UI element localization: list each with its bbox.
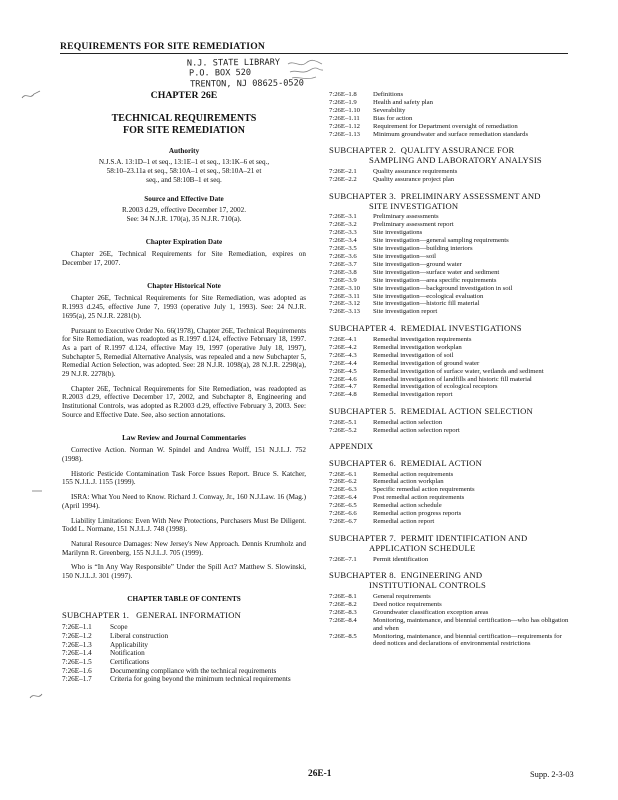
toc-entry bbox=[329, 221, 571, 229]
section-title: Monitoring, maintenance, and biennial certification—requirements for deed notices and declarations of environmental restrictions bbox=[373, 632, 562, 648]
subchapter-title: GENERAL INFORMATION bbox=[136, 610, 242, 621]
source-line: R.2003 d.29, effective December 17, 2002. bbox=[121, 206, 247, 215]
expiration-text: Chapter 26E, Technical Requirements for Site Remediation, expires on December 17, 2007. bbox=[62, 250, 306, 268]
toc-entry bbox=[329, 383, 571, 391]
section-title: Site investigations bbox=[373, 229, 423, 237]
toc-entry bbox=[329, 336, 571, 344]
toc-entry bbox=[329, 269, 571, 277]
toc-entry bbox=[329, 107, 571, 115]
authority-line: 58:10–23.11a et seq., 58:10A–1 et seq., 58:10A–21 et bbox=[106, 167, 262, 176]
section-title: Site investigation—surface water and sediment bbox=[373, 268, 500, 276]
toc-list bbox=[329, 471, 571, 526]
section-number: 7:26E–1.12 bbox=[329, 122, 361, 130]
section-title: Quality assurance requirements bbox=[373, 168, 458, 176]
subchapter-heading bbox=[329, 192, 571, 212]
section-number: 7:26E–6.3 bbox=[329, 486, 357, 494]
section-title: Monitoring, maintenance, and biennial certification—who has obligation and when bbox=[373, 616, 569, 632]
toc-title: CHAPTER TABLE OF CONTENTS bbox=[127, 594, 241, 603]
subchapter-label: SUBCHAPTER 1. bbox=[62, 610, 130, 621]
subchapter-label: SUBCHAPTER 2. bbox=[329, 145, 397, 156]
section-title: Remedial action progress reports bbox=[373, 510, 462, 518]
subchapter-heading bbox=[329, 407, 571, 417]
chapter-number: CHAPTER 26E bbox=[150, 90, 218, 101]
section-number: 7:26E–1.8 bbox=[329, 91, 357, 98]
chapter-title-line: FOR SITE REMEDIATION bbox=[122, 124, 246, 136]
section-title: Remedial action selection bbox=[373, 419, 443, 427]
section-number: 7:26E–3.11 bbox=[329, 292, 360, 300]
margin-mark-icon bbox=[28, 690, 44, 702]
toc-entry bbox=[329, 237, 571, 245]
authority-heading: Authority bbox=[168, 146, 200, 155]
section-number: 7:26E–1.9 bbox=[329, 98, 357, 106]
section-title: Deed notice requirements bbox=[373, 600, 442, 608]
section-title: Preliminary assessment report bbox=[373, 221, 454, 229]
section-title: Site investigation—ecological evaluation bbox=[373, 292, 484, 300]
expiration-heading: Chapter Expiration Date bbox=[145, 237, 223, 246]
subchapter-label: SUBCHAPTER 4. bbox=[329, 323, 397, 334]
toc-list bbox=[329, 91, 571, 138]
chapter-title-line: TECHNICAL REQUIREMENTS bbox=[111, 112, 257, 124]
section-number: 7:26E–1.13 bbox=[329, 130, 361, 138]
section-title: Site investigation—ground water bbox=[373, 260, 462, 268]
subchapter-title: PRELIMINARY ASSESSMENT AND bbox=[400, 190, 541, 201]
toc-entry bbox=[329, 229, 571, 237]
toc-entry bbox=[329, 300, 571, 308]
margin-mark-icon bbox=[30, 486, 44, 496]
supplement-date: Supp. 2-3-03 bbox=[530, 770, 574, 779]
toc-entry bbox=[62, 658, 306, 667]
toc-entry bbox=[329, 601, 571, 609]
toc-entry bbox=[329, 391, 571, 399]
toc-entry bbox=[329, 376, 571, 384]
section-title: Remedial investigation of surface water, wetlands and sediment bbox=[373, 367, 544, 375]
toc-entry bbox=[329, 486, 571, 494]
section-number: 7:26E–4.4 bbox=[329, 359, 357, 367]
toc-entry bbox=[329, 352, 571, 360]
subchapter-heading bbox=[62, 611, 306, 621]
toc-entry bbox=[329, 277, 571, 285]
toc-entry bbox=[329, 368, 571, 376]
section-title: Site investigation—historic fill material bbox=[373, 300, 480, 308]
header-rule bbox=[60, 53, 568, 54]
section-title: Remedial investigation of ecological receptors bbox=[373, 383, 498, 391]
section-title: Site investigation—soil bbox=[373, 252, 436, 260]
toc-entry bbox=[329, 293, 571, 301]
section-number: 7:26E–6.5 bbox=[329, 502, 357, 510]
source-heading: Source and Effective Date bbox=[144, 194, 224, 203]
toc-entry bbox=[62, 641, 306, 650]
section-number: 7:26E–5.2 bbox=[329, 426, 357, 434]
subchapter-label: SUBCHAPTER 3. bbox=[329, 190, 397, 201]
section-number: 7:26E–4.7 bbox=[329, 383, 357, 391]
subchapter-title: REMEDIAL ACTION SELECTION bbox=[400, 406, 533, 417]
toc-entry bbox=[329, 478, 571, 486]
section-number: 7:26E–4.3 bbox=[329, 351, 357, 359]
scribble-mark-icon bbox=[286, 58, 326, 86]
toc-entry bbox=[329, 609, 571, 617]
section-number: 7:26E–3.2 bbox=[329, 221, 357, 229]
chapter-title bbox=[62, 113, 306, 137]
section-number: 7:26E–6.1 bbox=[329, 470, 357, 478]
subchapter-group bbox=[329, 459, 571, 649]
section-title: Remedial action report bbox=[373, 518, 435, 526]
source-text bbox=[62, 206, 306, 223]
section-title: Notification bbox=[110, 649, 145, 658]
subchapter-heading bbox=[329, 146, 571, 166]
toc-entry bbox=[329, 253, 571, 261]
section-title: Specific remedial action requirements bbox=[373, 486, 475, 494]
toc-entry bbox=[329, 285, 571, 293]
section-title: Criteria for going beyond the minimum technical requirements bbox=[110, 675, 291, 684]
section-title: Site investigation—building interiors bbox=[373, 245, 473, 253]
toc-list bbox=[329, 213, 571, 316]
section-title: Scope bbox=[110, 623, 128, 632]
section-title: Remedial investigation report bbox=[373, 391, 453, 399]
section-title: Remedial investigation of soil bbox=[373, 351, 454, 359]
toc-entry bbox=[329, 344, 571, 352]
section-title: Minimum groundwater and surface remediation standards bbox=[373, 130, 529, 138]
subchapter-label: SUBCHAPTER 8. bbox=[329, 570, 397, 581]
section-number: 7:26E–8.3 bbox=[329, 608, 357, 616]
section-title: Remedial action selection report bbox=[373, 426, 460, 434]
commentary-entry: ISRA: What You Need to Know. Richard J. Conway, Jr., 160 N.J.Law. 16 (Mag.) (April 1994). bbox=[62, 493, 306, 510]
section-title: Remedial investigation requirements bbox=[373, 336, 472, 344]
toc-entry bbox=[329, 494, 571, 502]
section-title: Groundwater classification exception areas bbox=[373, 608, 489, 616]
toc-entry bbox=[329, 213, 571, 221]
section-number: 7:26E–2.1 bbox=[329, 168, 357, 176]
right-column bbox=[329, 89, 571, 648]
section-title: Severability bbox=[373, 106, 406, 114]
toc-list bbox=[329, 419, 571, 435]
section-number: 7:26E–1.5 bbox=[62, 658, 92, 667]
section-title: Remedial action schedule bbox=[373, 502, 442, 510]
section-title: Site investigation report bbox=[373, 308, 438, 316]
section-number: 7:26E–5.1 bbox=[329, 419, 357, 427]
section-number: 7:26E–3.9 bbox=[329, 276, 357, 284]
toc-entry bbox=[329, 427, 571, 435]
history-paragraph: Chapter 26E, Technical Requirements for Site Remediation, was adopted as R.1993 d.245, effective June 7, 1993 (operative July 1, 1993). See: 24 N.J.R. 1695(a), 25 N.J.R. 2281(b). bbox=[62, 294, 306, 320]
section-title: General requirements bbox=[373, 593, 431, 601]
section-number: 7:26E–3.3 bbox=[329, 229, 357, 237]
toc-entry bbox=[329, 510, 571, 518]
subchapter-title: QUALITY ASSURANCE FOR bbox=[400, 145, 515, 156]
toc-entry bbox=[329, 502, 571, 510]
section-number: 7:26E–3.6 bbox=[329, 252, 357, 260]
section-title: Bias for action bbox=[373, 114, 413, 122]
margin-mark-icon bbox=[20, 88, 42, 102]
toc-entry bbox=[329, 176, 571, 184]
subchapter-label: SUBCHAPTER 6. bbox=[329, 457, 397, 468]
toc-entry bbox=[329, 593, 571, 601]
subchapter-group bbox=[329, 146, 571, 434]
toc-entry bbox=[329, 617, 571, 633]
section-title: Remedial investigation workplan bbox=[373, 343, 462, 351]
toc-entry bbox=[329, 115, 571, 123]
section-number: 7:26E–8.5 bbox=[329, 632, 357, 640]
section-number: 7:26E–1.10 bbox=[329, 106, 361, 114]
subchapter-label: SUBCHAPTER 5. bbox=[329, 406, 397, 417]
toc-entry bbox=[329, 99, 571, 107]
page-number: 26E-1 bbox=[308, 769, 332, 779]
section-number: 7:26E–7.1 bbox=[329, 555, 357, 563]
toc-entry bbox=[62, 667, 306, 676]
toc-entry bbox=[329, 91, 571, 99]
toc-entry bbox=[329, 471, 571, 479]
section-number: 7:26E–8.1 bbox=[329, 593, 357, 601]
section-number: 7:26E–1.4 bbox=[62, 649, 92, 658]
section-number: 7:26E–3.12 bbox=[329, 300, 361, 308]
subchapter-title: REMEDIAL INVESTIGATIONS bbox=[400, 323, 522, 334]
section-title: Applicability bbox=[110, 640, 148, 649]
section-title: Requirement for Department oversight of remediation bbox=[373, 122, 518, 130]
toc-list bbox=[329, 556, 571, 564]
subchapter-title: ENGINEERING AND bbox=[400, 570, 483, 581]
section-number: 7:26E–3.13 bbox=[329, 308, 361, 316]
section-number: 7:26E–6.4 bbox=[329, 494, 357, 502]
subchapter-heading bbox=[329, 324, 571, 334]
section-title: Documenting compliance with the technical requirements bbox=[110, 666, 277, 675]
stamp-line: P.O. BOX 520 bbox=[188, 68, 252, 79]
section-title: Quality assurance project plan bbox=[373, 175, 455, 183]
section-title: Certifications bbox=[110, 658, 150, 667]
section-number: 7:26E–3.8 bbox=[329, 268, 357, 276]
toc-entry bbox=[329, 419, 571, 427]
section-number: 7:26E–1.7 bbox=[62, 675, 92, 684]
toc-list bbox=[62, 623, 306, 684]
subchapter-heading bbox=[329, 459, 571, 469]
subchapter-title: INSTITUTIONAL CONTROLS bbox=[369, 580, 486, 591]
toc-entry bbox=[62, 649, 306, 658]
toc-list bbox=[329, 168, 571, 184]
history-heading: Chapter Historical Note bbox=[147, 281, 221, 290]
section-title: Definitions bbox=[373, 91, 404, 98]
commentary-entry: Who is “In Any Way Responsible” Under the Spill Act? Matthew S. Slowinski, 150 N.J.L.J. 301 (1997). bbox=[62, 563, 306, 581]
section-title: Remedial action workplan bbox=[373, 478, 444, 486]
toc-entry bbox=[329, 245, 571, 253]
section-number: 7:26E–4.6 bbox=[329, 375, 357, 383]
source-line: See: 34 N.J.R. 170(a), 35 N.J.R. 710(a). bbox=[126, 214, 242, 223]
toc-entry bbox=[62, 675, 306, 684]
authority-line: seq., and 58:10B–1 et seq. bbox=[146, 175, 222, 184]
section-title: Remedial action requirements bbox=[373, 470, 454, 478]
toc-list bbox=[329, 593, 571, 648]
section-number: 7:26E–3.10 bbox=[329, 284, 361, 292]
authority-line: N.J.S.A. 13:1D–1 et seq., 13:1E–1 et seq., 13:1K–6 et seq., bbox=[98, 158, 270, 167]
section-number: 7:26E–3.7 bbox=[329, 260, 357, 268]
law-review-heading: Law Review and Journal Commentaries bbox=[122, 433, 246, 442]
subchapter-heading bbox=[329, 571, 571, 591]
subchapter-title: PERMIT IDENTIFICATION AND bbox=[400, 532, 528, 543]
section-number: 7:26E–3.4 bbox=[329, 237, 357, 245]
appendix-label: APPENDIX bbox=[329, 440, 374, 451]
section-number: 7:26E–4.1 bbox=[329, 336, 357, 344]
section-number: 7:26E–6.7 bbox=[329, 518, 357, 526]
section-number: 7:26E–8.4 bbox=[329, 616, 357, 624]
section-number: 7:26E–6.6 bbox=[329, 510, 357, 518]
section-title: Remedial investigation of ground water bbox=[373, 359, 480, 367]
section-title: Health and safety plan bbox=[373, 98, 433, 106]
section-number: 7:26E–4.8 bbox=[329, 391, 357, 399]
toc-entry bbox=[329, 168, 571, 176]
toc-entry bbox=[329, 308, 571, 316]
subchapter-title: SITE INVESTIGATION bbox=[369, 200, 459, 211]
subchapter-title: SAMPLING AND LABORATORY ANALYSIS bbox=[369, 155, 542, 166]
section-title: Post remedial action requirements bbox=[373, 494, 465, 502]
section-title: Site investigation—area specific requirements bbox=[373, 276, 497, 284]
subchapter-label: SUBCHAPTER 7. bbox=[329, 532, 397, 543]
toc-entry bbox=[329, 556, 571, 564]
section-number: 7:26E–1.11 bbox=[329, 114, 360, 122]
subchapter-title: APPLICATION SCHEDULE bbox=[369, 542, 476, 553]
toc-entry bbox=[62, 632, 306, 641]
section-title: Preliminary assessments bbox=[373, 213, 439, 221]
stamp-line: N.J. STATE LIBRARY bbox=[186, 57, 281, 69]
stamp-line: TRENTON, NJ 08625-0520 bbox=[190, 78, 304, 90]
commentary-entry: Historic Pesticide Contamination Task Force Issues Report. Bruce S. Katcher, 155 N.J.L.J. 1155 (1999). bbox=[62, 469, 306, 487]
authority-text bbox=[62, 158, 306, 184]
section-number: 7:26E–4.2 bbox=[329, 343, 357, 351]
section-number: 7:26E–3.1 bbox=[329, 213, 357, 221]
running-head: REQUIREMENTS FOR SITE REMEDIATION bbox=[60, 41, 265, 52]
toc-list bbox=[329, 336, 571, 399]
section-title: Site investigation—general sampling requirements bbox=[373, 237, 509, 245]
toc-entry bbox=[329, 261, 571, 269]
commentary-entry: Corrective Action. Norman W. Spindel and Andrea Wolff, 151 N.J.L.J. 752 (1998). bbox=[62, 446, 306, 463]
section-number: 7:26E–1.3 bbox=[62, 640, 92, 649]
left-column bbox=[62, 90, 306, 684]
section-number: 7:26E–1.2 bbox=[62, 631, 92, 640]
section-title: Permit identification bbox=[373, 555, 429, 563]
section-number: 7:26E–8.2 bbox=[329, 600, 357, 608]
subchapter-heading bbox=[329, 534, 571, 554]
section-title: Remedial investigation of landfills and historic fill material bbox=[373, 375, 532, 383]
history-paragraph: Chapter 26E, Technical Requirements for Site Remediation, was readopted as R.2003 d.29, effective December 17, 2002, and Subchapter 8, Engineering and Institutional Controls, was adopted as R.2003 d.29, effective February 3, 2003. See: Source and Effective Date. See, also section annotations. bbox=[62, 384, 306, 419]
history-paragraph: Pursuant to Executive Order No. 66(1978), Chapter 26E, Technical Requirements for Site Remediation, was readopted as R.1997 d.124, effective February 18, 1997. As a part of R.1997 d.124, effective May 19, 1997 (operative July 18, 1997), Subchapter 5, Remedial Alternative Analysis, was repealed and a new Subchapter 5, Remedial Action Selection, was adopted. See: 28 N.J.R. 1098(a), 28 N.J.R. 2298(a), 29 N.J.R. 2278(b). bbox=[62, 326, 306, 379]
section-number: 7:26E–1.6 bbox=[62, 666, 92, 675]
toc-entry bbox=[329, 123, 571, 131]
commentary-entry: Liability Limitations: Even With New Protections, Purchasers Must Be Diligent. Todd L. Normane, 151 N.J.L.J. 748 (1998). bbox=[62, 516, 306, 534]
section-number: 7:26E–2.2 bbox=[329, 175, 357, 183]
toc-entry bbox=[62, 623, 306, 632]
toc-entry bbox=[329, 360, 571, 368]
toc-entry bbox=[329, 518, 571, 526]
section-number: 7:26E–6.2 bbox=[329, 478, 357, 486]
section-number: 7:26E–3.5 bbox=[329, 245, 357, 253]
toc-entry bbox=[329, 131, 571, 139]
section-number: 7:26E–4.5 bbox=[329, 367, 357, 375]
section-number: 7:26E–1.1 bbox=[62, 623, 92, 632]
commentary-entry: Natural Resource Damages: New Jersey's New Approach. Dennis Krumholz and Marilynn R. Greenberg, 155 N.J.L.J. 705 (1999). bbox=[62, 539, 306, 557]
toc-entry bbox=[329, 633, 571, 649]
section-title: Site investigation—background investigation in soil bbox=[373, 284, 513, 292]
section-title: Liberal construction bbox=[110, 631, 169, 640]
subchapter-title: REMEDIAL ACTION bbox=[400, 457, 482, 468]
